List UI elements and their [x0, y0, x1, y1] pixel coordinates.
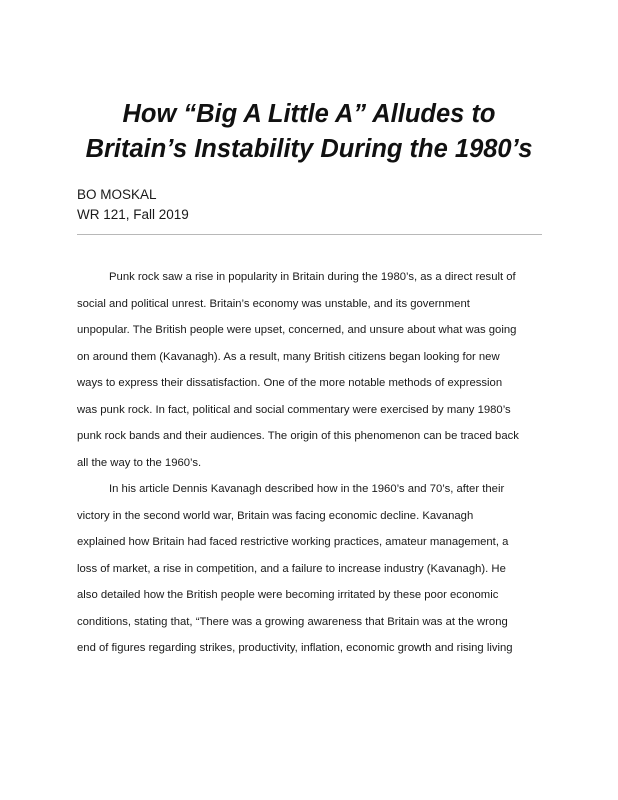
- text-line: ways to express their dissatisfaction. One of the more notable methods of expression: [77, 377, 503, 389]
- paragraph: [77, 264, 547, 476]
- text-line: social and political unrest. Britain’s economy was unstable, and its government: [77, 297, 470, 310]
- text-line: Punk rock saw a rise in popularity in Britain during the 1980’s, as a direct result of: [109, 271, 516, 283]
- paragraph: [77, 476, 547, 662]
- text-line: In his article Dennis Kavanagh described how in the 1960’s and 70’s, after their: [109, 483, 505, 495]
- text-line: also detailed how the British people were becoming irritated by these poor economic: [77, 589, 499, 601]
- document-title: [40, 97, 578, 167]
- text-line: conditions, stating that, “There was a growing awareness that Britain was at the wrong: [77, 615, 508, 628]
- text-line: was punk rock. In fact, political and social commentary were exercised by many 1980’s: [77, 403, 511, 416]
- header-divider: [77, 234, 542, 235]
- text-line: victory in the second world war, Britain was facing economic decline. Kavanagh: [77, 509, 474, 522]
- text-line: punk rock bands and their audiences. The origin of this phenomenon can be traced back: [77, 430, 519, 442]
- text-line: all the way to the 1960’s.: [77, 456, 202, 469]
- text-line: loss of market, a rise in competition, and a failure to increase industry (Kavanagh). He: [77, 562, 506, 575]
- course-info: WR 121, Fall 2019: [77, 207, 189, 222]
- title-line: Britain’s Instability During the 1980’s: [85, 135, 533, 163]
- text-line: end of figures regarding strikes, productivity, inflation, economic growth and rising living: [77, 642, 513, 654]
- author-name: BO MOSKAL: [77, 187, 157, 202]
- text-line: on around them (Kavanagh). As a result, many British citizens began looking for new: [77, 350, 500, 363]
- text-line: explained how Britain had faced restrictive working practices, amateur management, a: [77, 536, 509, 548]
- body-text: [77, 264, 547, 662]
- title-line: How “Big A Little A” Alludes to: [122, 100, 496, 128]
- text-line: unpopular. The British people were upset, concerned, and unsure about what was going: [77, 324, 517, 336]
